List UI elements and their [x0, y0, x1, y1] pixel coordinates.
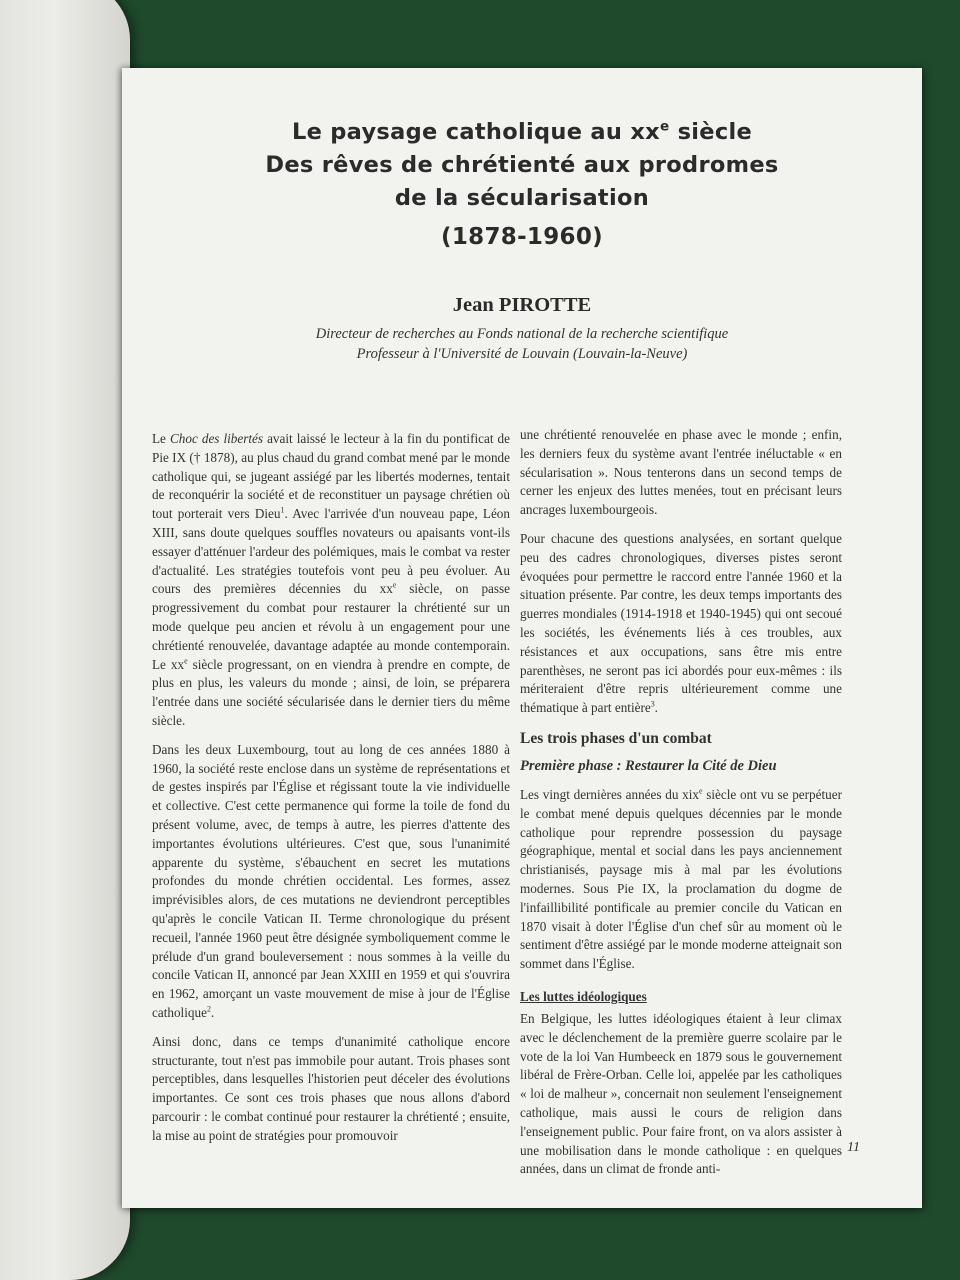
footnote-ref: 1	[280, 505, 285, 515]
right-column	[520, 426, 842, 1189]
footnote-ref: 2	[206, 1004, 211, 1014]
author-name: Jean PIROTTE	[452, 294, 592, 316]
paragraph: Dans les deux Luxembourg, tout au long de ces années 1880 à 1960, la société reste enclose dans un système de représentations et de gestes inspirés par l'Église et régissant toute la vie individuelle et collective. C'est cette permanence qui forme la toile de fond du présent volume, avec, de temps à autre, les pierres d'attente des importantes évolutions ultérieures. C'est que, sous l'unanimité apparente du système, s'ébauchent en secret les mutations profondes du monde chrétien occidental. Les formes, assez imprévisibles alors, de ces mutations ne deviendront perceptibles qu'après le concile Vatican II. Terme chronologique du présent recueil, l'année 1960 peut être désignée symboliquement comme le prélude d'un grand bouleversement : nous sommes à la veille du concile Vatican II, annoncé par Jean XXIII en 1959 et qui s'ouvrira en 1962, amorçant un vaste mouvement de mise à jour de l'Église catholique$^2$.	[152, 741, 510, 1020]
paragraph: Pour chacune des questions analysées, en sortant quelque peu des cadres chronologiques, diverses pistes seront évoquées pour permettre le raccord entre l'année 1960 et la situation présente. Par contre, les deux temps importants des guerres mondiales (1914-1918 et 1940-1945) qui ont secoué les sociétés, les événements liés à ces troubles, aux résistances et aux occupations, sans être mis entre parenthèses, ne seront pas ici abordés pour eux-mêmes : ils mériteraient d'être repris ultérieurement comme une thématique à part entière$^3$.	[520, 530, 842, 716]
footnote-ref: 3	[650, 699, 655, 709]
affiliation-line-2: Professeur à l'Université de Louvain (Louvain-la-Neuve)	[356, 346, 688, 362]
paragraph: Le Choc des libertés avait laissé le lecteur à la fin du pontificat de Pie IX († 1878), au plus chaud du grand combat mené par le monde catholique qui, se jugeant assiégé par les libertés modernes, tentait de reconquérir la société et de reconstituer un paysage chrétien où tout porterait vers Dieu$^1$. Avec l'arrivée d'un nouveau pape, Léon XIII, sans doute quelques souffles novateurs ou apaisants vont-ils essayer d'atténuer l'ardeur des polémiques, mais le combat va rester d'actualité. Les stratégies toutefois vont peu à peu évoluer. Au cours des premières décennies du $xx^e$ siècle, on passe progressivement du combat pour restaurer la chrétienté sur un mode quelque peu ancien et révolu à un engagement pour une chrétienté renouvelée, davantage adaptée au monde contemporain. Le $xx^e$ siècle progressant, on en viendra à prendre en compte, de plus en plus, les valeurs du monde ; ainsi, de loin, se préparera l'entrée dans une société sécularisée dans le dernier tiers du même siècle.	[152, 431, 511, 728]
affiliation-line-1: Directeur de recherches au Fonds national de la recherche scientifique	[315, 326, 729, 342]
paragraph: En Belgique, les luttes idéologiques étaient à leur climax avec le déclenchement de la première guerre scolaire par le vote de la loi Van Humbeeck en 1879 sous le gouvernement libéral de Frère-Orban. Celle loi, appelée par les catholiques « loi de malheur », concernait non seulement l'enseignement catholique, mais aussi le cours de religion dans l'enseignement public. Pour faire front, on va alors assister à une mobilisation dans le monde catholique : en quelques années, dans un climat de fronde anti-	[520, 1010, 842, 1177]
title-dates: (1878-1960)	[441, 224, 603, 250]
title-line-1: Le paysage catholique au $xx^e$ siècle	[291, 118, 753, 145]
section-heading: Les trois phases d'un combat	[520, 729, 712, 747]
underlined-heading: Les luttes idéologiques	[520, 988, 647, 1004]
paragraph: une chrétienté renouvelée en phase avec le monde ; enfin, les derniers feux du système avant l'entrée inéluctable « en sécularisation ». Nous tenterons dans un second temps de cerner les enjeux des luttes menées, tout en précisant leurs ancrages luxembourgeois.	[520, 427, 842, 518]
title-line-3: de la sécularisation	[394, 185, 650, 211]
left-column	[152, 430, 510, 1155]
italic-title: Choc des libertés	[169, 431, 264, 446]
paragraph: Les vingt dernières années du xix$^e$ siècle ont vu se perpétuer le combat mené depuis quelques décennies par le monde catholique pour reprendre possession du paysage géographique, mental et social dans les pays anciennement christianisés, paysage mis à mal par les évolutions modernes. Sous Pie IX, la proclamation du dogme de l'infaillibilité pontificale au premier concile du Vatican en 1870 visait à doter l'Église d'un chef sûr au moment où le sentiment d'être assiégé par le monde moderne atteignait son sommet dans l'Église.	[520, 786, 842, 972]
title-block	[122, 116, 922, 254]
facing-page-edge	[0, 0, 130, 1280]
page-number: 11	[847, 1140, 860, 1155]
book-page	[122, 68, 922, 1208]
subsection-heading: Première phase : Restaurer la Cité de Dieu	[520, 757, 777, 774]
title-line-2: Des rêves de chrétienté aux prodromes	[265, 152, 779, 178]
paragraph: Ainsi donc, dans ce temps d'unanimité catholique encore structurante, tout n'est pas immobile pour autant. Trois phases sont perceptibles, dans lesquelles l'historien peut déceler des évolutions importantes. Ce sont ces trois phases que nous allons d'abord parcourir : le combat continué pour restaurer la chrétienté ; ensuite, la mise au point de stratégies pour promouvoir	[152, 1033, 510, 1143]
author-affiliation	[122, 324, 922, 364]
